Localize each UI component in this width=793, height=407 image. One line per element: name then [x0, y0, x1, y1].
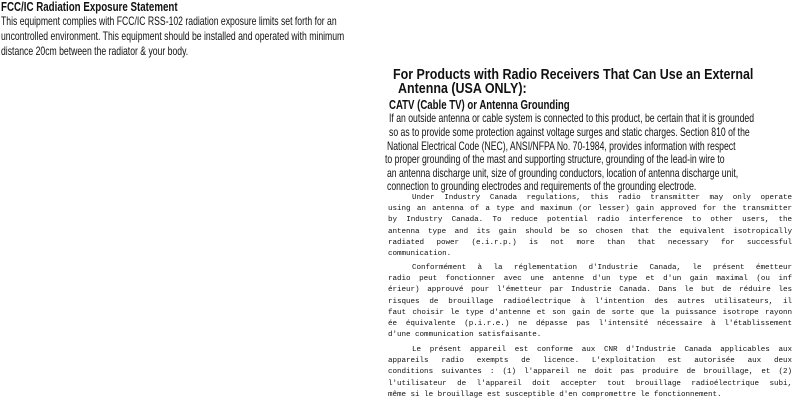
paragraph-line: même si le brouillage est susceptible d'en compromettre le fonctionnement.: [388, 390, 722, 399]
fcc-line: uncontrolled environment. This equipment should be installed and operated with minimum: [1, 29, 345, 43]
paragraph-line: érieur) approuvé pour l'émetteur par Industrie Canada. Dans le but de réduire les: [388, 286, 792, 295]
antenna-body-line: to proper grounding of the mast and supporting structure, grounding of the lead-in wire to: [385, 152, 725, 166]
paragraph-line: appareils radio exempts de licence. L'exploitation est autorisée aux deux: [388, 357, 792, 366]
paragraph-line: radio peut fonctionner avec une antenne d'un type et d'un gain maximal (ou inf: [388, 275, 792, 284]
ic-paragraph-english: [388, 193, 792, 260]
antenna-body-line: so as to provide some protection against voltage surges and static charges. Section 810 of the: [389, 125, 750, 139]
paragraph-line: Under Industry Canada regulations, this radio transmitter may only operate: [412, 194, 792, 202]
paragraph-line: l'utilisateur de l'appareil doit accepter tout brouillage radioélectrique subi,: [388, 379, 792, 388]
fcc-line: This equipment complies with FCC/IC RSS-102 radiation exposure limits set forth for an: [1, 14, 337, 28]
fcc-title: FCC/IC Radiation Exposure Statement: [1, 0, 178, 14]
paragraph-line: risques de brouillage radioélectrique à l'intention des autres utilisateurs, il: [388, 297, 792, 306]
paragraph-line: Le présent appareil est conforme aux CNR d'Industrie Canada applicables aux: [412, 346, 792, 354]
antenna-heading: For Products with Radio Receivers That Can Use an External: [393, 67, 754, 83]
paragraph-line: d'une communication satisfaisante.: [388, 331, 542, 340]
antenna-body-line: an antenna discharge unit, size of grounding conductors, location of antenna discharge unit,: [387, 166, 739, 180]
fcc-line: distance 20cm between the radiator & your body.: [1, 44, 189, 58]
paragraph-line: ée équivalente (p.i.r.e.) ne dépasse pas l'intensité nécessaire à l'établissement: [388, 319, 792, 328]
paragraph-line: by Industry Canada. To reduce potential radio interference to other users, the: [388, 216, 792, 225]
paragraph-line: faut choisir le type d'antenne et son gain de sorte que la puissance isotrope rayonn: [388, 308, 792, 317]
antenna-body-line: connection to grounding electrodes and requirements of the grounding electrode.: [387, 179, 697, 193]
antenna-body-line: If an outside antenna or cable system is connected to this product, be certain that it is grounded: [389, 111, 755, 125]
ic-paragraph-french-1: [388, 263, 792, 341]
antenna-heading-cont: Antenna (USA ONLY):: [398, 81, 527, 97]
paragraph-line: Conformément à la réglementation d'Industrie Canada, le présent émetteur: [412, 264, 792, 272]
ic-paragraph-french-2: [388, 345, 792, 401]
catv-subheading: CATV (Cable TV) or Antenna Grounding: [389, 97, 570, 112]
paragraph-line: radiated power (e.i.r.p.) is not more than that necessary for successful: [388, 238, 792, 247]
paragraph-line: communication.: [388, 249, 452, 258]
paragraph-line: using an antenna of a type and maximum (or lesser) gain approved for the transmitter: [388, 205, 792, 214]
paragraph-line: conditions suivantes : (1) l'appareil ne doit pas produire de brouillage, et (2): [388, 368, 792, 377]
antenna-body-line: National Electrical Code (NEC), ANSI/NFPA No. 70-1984, provides information with respect: [387, 139, 736, 153]
paragraph-line: antenna type and its gain should be so chosen that the equivalent isotropically: [388, 227, 792, 236]
